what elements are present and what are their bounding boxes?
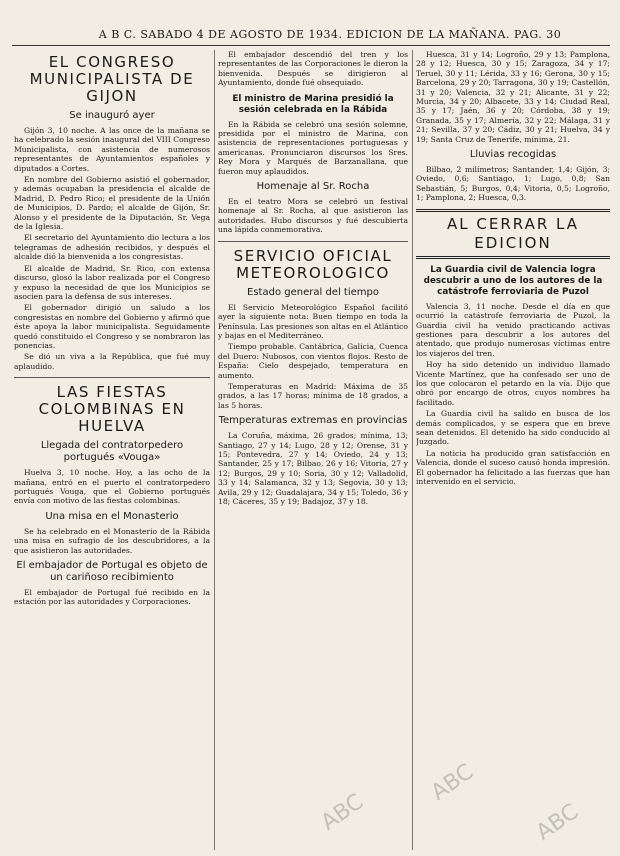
headline-guardia-civil: La Guardia civil de Valencia logra descubrir a uno de los autores de la catástrofe ferroviaria de Puzol xyxy=(423,264,603,297)
paragraph: La Guardia civil ha salido en busca de los demás complicados, y se espera que en breve sean detenidos. El detenido ha sido conducido al Juzgado. xyxy=(416,409,610,447)
headline-congreso: EL CONGRESO MUNICIPALISTA DE GIJON xyxy=(29,53,195,105)
column-divider xyxy=(412,50,413,850)
subhead-lluvias: Lluvias recogidas xyxy=(469,149,557,161)
paragraph: La noticia ha producido gran satisfacción en Valencia, donde el suceso causó honda impresión. El gobernador ha felicitado a las fuerzas que han intervenido en el servicio. xyxy=(416,448,610,486)
paragraph: La Coruña, máxima, 26 grados; mínima, 13; Santiago, 27 y 14; Lugo, 28 y 12; Orense, 31 y 15; Pontevedra, 27 y 14; Oviedo, 24 y 13; Santander, 25 y 17; Bilbao, 26 y 16; Vitoria, 27 y 12; Burgos, 29 y 10; Soria, 30 y 12; Valladolid, 33 y 14; Salamanca, 32 y 13; Segovia, 30 y 13; Avila, 29 y 12; Guadalajara, 34 y 15; Toledo, 36 y 18; Cáceres, 35 y 19; Badajoz, 37 y 18. xyxy=(218,431,408,506)
paragraph: En la Rábida se celebró una sesión solemne, presidida por el ministro de Marina, con asistencia de representaciones portuguesas y americanas. Pronunciaron discursos los Sres. Rey Mora y Marqués de Barzanallana, que fueron muy aplaudidos. xyxy=(218,119,408,176)
section-divider xyxy=(14,377,210,378)
subhead-inauguro: Se inauguró ayer xyxy=(69,110,155,121)
subhead-homenaje: Homenaje al Sr. Rocha xyxy=(256,181,370,193)
paragraph: El embajador de Portugal fué recibido en la estación por las autoridades y Corporaciones. xyxy=(14,588,210,607)
watermark-stamp: ABC xyxy=(316,789,369,836)
paragraph: Gijón 3, 10 noche. A las once de la mañana se ha celebrado la sesión inaugural del VIII Congreso Municipalista, con asistencia de numerosos representantes de Ayuntamientos españoles y diputados a Cortes. xyxy=(14,126,210,173)
column-right xyxy=(416,50,610,850)
headline-ministro: El ministro de Marina presidió la sesión celebrada en la Rábida xyxy=(232,93,394,115)
paragraph: Bilbao, 2 milímetros; Santander, 1,4; Gijón, 3; Oviedo, 0,6; Santiago, 1; Lugo, 0,8; San Sebastián, 5; Burgos, 0,4; Vitoria, 0,5; Logroño, 1; Pamplona, 2; Huesca, 0,3. xyxy=(416,165,610,203)
subhead-monasterio: Una misa en el Monasterio xyxy=(45,510,179,522)
watermark-stamp: ABC xyxy=(426,759,479,806)
paragraph: Huelva 3, 10 noche. Hoy, a las ocho de la mañana, entró en el puerto el contratorpedero portugués Vouga, que el Gobierno portugués envía con motivo de las fiestas colombinas. xyxy=(14,468,210,506)
paragraph: En nombre del Gobierno asistió el gobernador, y además ocupaban la presidencia el alcalde de Madrid, D. Pedro Rico; el presidente de la Unión de Municipios, D. Pardo; el alcalde de Gijón, Sr. Alonso y el presidente de la Diputación, Sr. Vega de la Iglesia. xyxy=(14,175,210,232)
paragraph: El embajador descendió del tren y los representantes de las Corporaciones le dieron la bienvenida. Después se dirigieron al Ayuntamiento, donde fué obsequiado. xyxy=(218,50,408,88)
headline-embajador: El embajador de Portugal es objeto de un cariñoso recibimiento xyxy=(16,560,208,583)
headline-fiestas: LAS FIESTAS COLOMBINAS EN HUELVA xyxy=(38,383,186,436)
boxed-headline-edicion: AL CERRAR LA EDICION xyxy=(416,209,610,259)
column-divider xyxy=(214,50,215,850)
headline-servicio: SERVICIO OFICIAL METEOROLOGICO xyxy=(233,246,393,282)
paragraph: Valencia 3, 11 noche. Desde el día en que ocurrió la catástrofe ferroviaria de Puzol, la Guardia civil ha venido practicando activas gestiones para descubrir a los autores del atentado, que produjo numerosas víctimas entre los viajeros del tren. xyxy=(416,301,610,358)
paragraph: Tiempo probable. Cantábrica, Galicia, Cuenca del Duero: Nubosos, con vientos flojos. Resto de España: Cielo despejado, temperatura en aumento. xyxy=(218,342,408,380)
section-divider xyxy=(218,241,408,242)
paragraph: El Servicio Meteorológico Español facilitó ayer la siguiente nota: Buen tiempo en toda la Península. Las presiones son altas en el Atlántico y bajas en el Mediterráneo. xyxy=(218,302,408,340)
paragraph: El alcalde de Madrid, Sr. Rico, con extensa discurso, glosó la labor realizada por el Congreso y expuso la necesidad de que los Municipios se asocien para la defensa de sus intereses. xyxy=(14,263,210,301)
paragraph: Huesca, 31 y 14; Logroño, 29 y 13; Pamplona, 28 y 12; Huesca, 30 y 15; Zaragoza, 34 y 17; Teruel, 30 y 11; Lérida, 33 y 16; Gerona, 30 y 15; Barcelona, 29 y 20; Tarragona, 30 y 19; Castellón, 31 y 20; Valencia, 32 y 21; Alicante, 31 y 22; Murcia, 34 y 20; Albacete, 33 y 14; Ciudad Real, 35 y 17; Jaén, 36 y 20; Córdoba, 38 y 19; Granada, 35 y 17; Almería, 32 y 22; Málaga, 31 y 21; Sevilla, 37 y 20; Cádiz, 30 y 21; Huelva, 34 y 19; Santa Cruz de Tenerife, mínima, 21. xyxy=(416,50,610,144)
paragraph: El secretario del Ayuntamiento dio lectura a los telegramas de adhesión recibidos, y después el alcalde dió la bienvenida a los congresistas. xyxy=(14,233,210,262)
subhead-vouga: Llegada del contratorpedero portugués «Vouga» xyxy=(40,440,184,464)
paragraph: El gobernador dirigió un saludo a los congresistas en nombre del Gobierno y afirmó que éste apoya la labor municipalista. Seguidamente quedó constituido el Congreso y se nombraron las ponencias. xyxy=(14,303,210,350)
paragraph: Se dió un viva a la República, que fué muy aplaudido. xyxy=(14,352,210,371)
watermark-stamp: ABC xyxy=(531,799,584,846)
column-left xyxy=(14,50,210,850)
column-middle xyxy=(218,50,408,850)
headline-temperaturas: Temperaturas extremas en provincias xyxy=(218,415,408,427)
header-rule xyxy=(12,45,610,46)
subhead-estado: Estado general del tiempo xyxy=(247,286,379,298)
paragraph: En el teatro Mora se celebró un festival homenaje al Sr. Rocha, al que asistieron las autoridades. Hubo discursos y fué descubierta una lápida conmemorativa. xyxy=(218,197,408,235)
paragraph: Se ha celebrado en el Monasterio de la Rábida una misa en sufragio de los descubridores, a la que asistieron las autoridades. xyxy=(14,526,210,555)
paragraph: Temperaturas en Madrid: Máxima de 35 grados, a las 17 horas; mínima de 18 grados, a las 5 horas. xyxy=(218,381,408,410)
paragraph: Hoy ha sido detenido un individuo llamado Vicente Martínez, que ha confesado ser uno de los que colocaron el petardo en la vía. Dijo que obró por encargo de otros, cuyos nombres ha facilitado. xyxy=(416,360,610,407)
running-header: A B C. SABADO 4 DE AGOSTO DE 1934. EDICION DE LA MAÑANA. PAG. 30 xyxy=(98,28,562,41)
